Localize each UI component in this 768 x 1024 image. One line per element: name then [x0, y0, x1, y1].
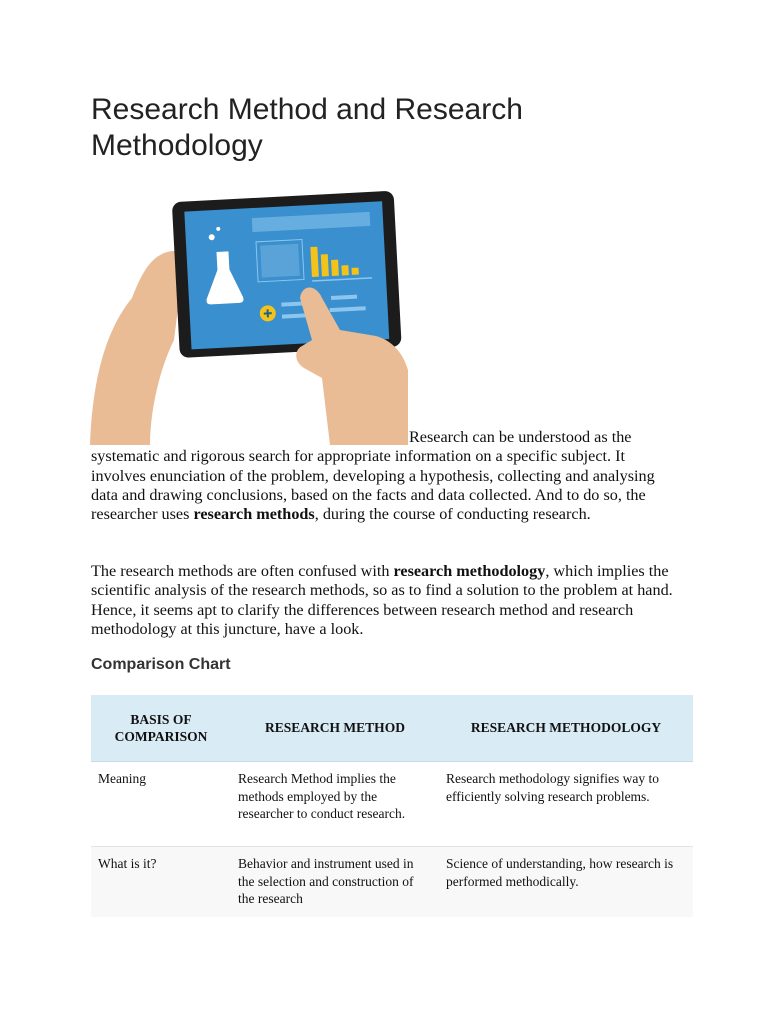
- intro-paragraph: Research can be understood as the systematic and rigorous search for appropriate information on a specific subject. It involves enunciation of the problem, developing a hypothesis, collecting and analysing data and drawing conclusions, based on the facts and data collected. And to do so, the researcher uses research methods, during the course of conducting research.: [91, 428, 655, 524]
- bold-research-methods: research methods: [193, 505, 315, 524]
- table-row: [91, 762, 693, 847]
- row-label: What is it?: [91, 847, 231, 918]
- comparison-chart-heading: Comparison Chart: [91, 656, 231, 673]
- comparison-table: [91, 695, 693, 917]
- page-title: Research Method and Research Methodology: [91, 93, 523, 162]
- methodology-cell: Science of understanding, how research is performed methodically.: [439, 847, 693, 918]
- method-cell: Behavior and instrument used in the selection and construction of the research: [231, 847, 439, 918]
- dot-grid-icon: [256, 239, 304, 281]
- second-paragraph: The research methods are often confused with research methodology, which implies the scientific analysis of the research methods, so as to find a solution to the problem at hand. Hence, it seems apt to clarify the differences between research method and research methodology at this juncture, have a look.: [91, 562, 673, 638]
- table-header-row: [91, 695, 693, 762]
- methodology-cell: Research methodology signifies way to efficiently solving research problems.: [439, 762, 693, 847]
- header-basis: BASIS OF COMPARISON: [91, 695, 231, 762]
- header-research-method: RESEARCH METHOD: [231, 695, 439, 762]
- row-label: Meaning: [91, 762, 231, 847]
- method-cell: Research Method implies the methods employed by the researcher to conduct research.: [231, 762, 439, 847]
- bold-research-methodology: research methodology: [393, 562, 546, 580]
- header-research-methodology: RESEARCH METHODOLOGY: [439, 695, 693, 762]
- tablet-illustration: [90, 180, 410, 445]
- table-row: [91, 847, 693, 918]
